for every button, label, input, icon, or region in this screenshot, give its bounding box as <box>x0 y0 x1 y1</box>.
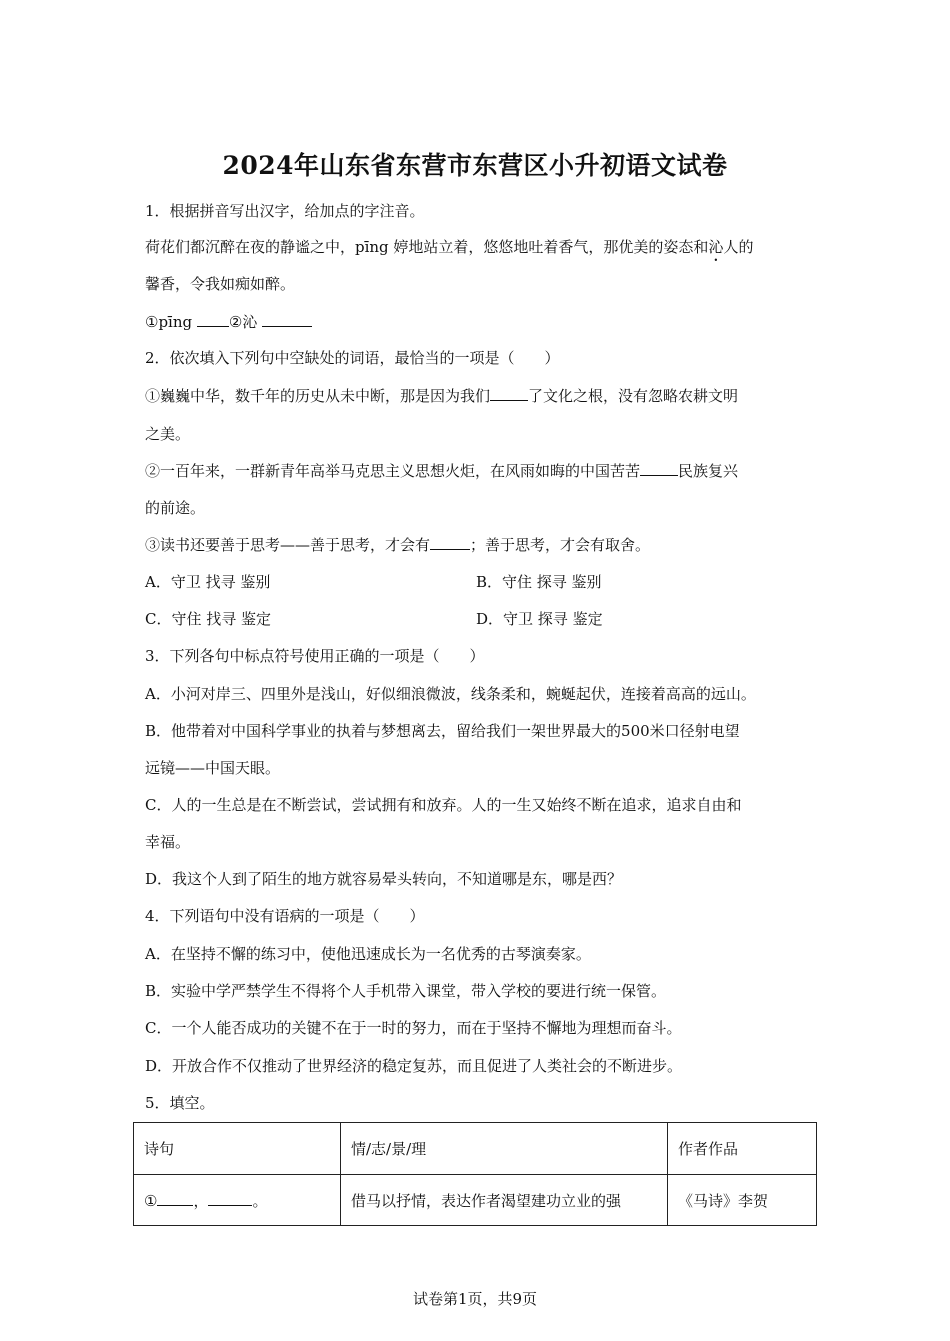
q2-option-b[interactable]: B．守住 探寻 鉴别 <box>476 573 602 591</box>
q4-option-b[interactable]: B．实验中学严禁学生不得将个人手机带入课堂，带入学校的要进行统一保管。 <box>145 982 667 1000</box>
q2-s1-text-a: ①巍巍中华，数千年的历史从未中断，那是因为我们 <box>145 387 491 405</box>
q2-s3-text-b: ；善于思考，才会有取舍。 <box>470 536 651 554</box>
q4-option-d[interactable]: D．开放合作不仅推动了世界经济的稳定复苏，而且促进了人类社会的不断进步。 <box>145 1057 683 1075</box>
table-header-poem: 诗句 <box>134 1123 341 1175</box>
table-header-author: 作者作品 <box>668 1123 817 1175</box>
q2-s1-text-b: 了文化之根，没有忽略农耕文明 <box>528 387 739 405</box>
q1-passage-line2: 馨香，令我如痴如醉。 <box>145 275 296 293</box>
q1-blank-2[interactable] <box>262 312 312 327</box>
q2-sentence1 <box>145 386 738 406</box>
q1-item2-label: ②沁 <box>228 313 263 331</box>
q1-stem: 1．根据拼音写出汉字，给加点的字注音。 <box>145 202 425 220</box>
q4-option-a[interactable]: A．在坚持不懈的练习中，使他迅速成长为一名优秀的古琴演奏家。 <box>145 945 591 963</box>
q3-option-c-cont: 幸福。 <box>145 833 191 851</box>
q2-s2-text-b: 民族复兴 <box>678 462 739 480</box>
q3-option-b-cont: 远镜——中国天眼。 <box>145 759 281 777</box>
page-footer: 试卷第1页，共9页 <box>412 1290 538 1308</box>
q2-option-c[interactable]: C．守住 找寻 鉴定 <box>145 610 272 628</box>
q3-option-a[interactable]: A．小河对岸三、四里外是浅山，好似细浪微波，线条柔和，蜿蜒起伏，连接着高高的远山。 <box>145 685 756 703</box>
q2-blank-1[interactable] <box>490 386 528 401</box>
q5-blank-1[interactable] <box>157 1191 193 1206</box>
q2-sentence1-cont: 之美。 <box>145 425 191 443</box>
q2-option-d[interactable]: D．守卫 探寻 鉴定 <box>476 610 603 628</box>
q1-blank-1[interactable] <box>197 312 229 327</box>
table-cell-poem <box>134 1175 341 1226</box>
table-header-row <box>134 1123 817 1175</box>
q1-dotted-char: 沁 <box>708 238 724 256</box>
table-row <box>134 1175 817 1226</box>
q5-stem: 5．填空。 <box>145 1094 215 1112</box>
q4-stem: 4．下列语句中没有语病的一项是（ ） <box>145 907 425 925</box>
row-number: ① <box>144 1191 158 1210</box>
q2-blank-3[interactable] <box>430 535 470 550</box>
q3-option-b[interactable]: B．他带着对中国科学事业的执着与梦想离去，留给我们一架世界最大的500米口径射电望 <box>145 722 740 740</box>
q1-passage-text-b: 人的 <box>723 238 754 256</box>
q5-blank-2[interactable] <box>208 1191 252 1206</box>
exam-title: 2024年山东省东营市东营区小升初语文试卷 <box>222 151 728 180</box>
q2-stem: 2．依次填入下列句中空缺处的词语，最恰当的一项是（ ） <box>145 349 560 367</box>
q1-passage-line1 <box>145 237 753 265</box>
q3-stem: 3．下列各句中标点符号使用正确的一项是（ ） <box>145 647 485 665</box>
q1-passage-text-a: 荷花们都沉醉在夜的静谧之中，pīng 婷地站立着，悠悠地吐着香气，那优美的姿态和 <box>145 238 709 256</box>
q2-sentence3 <box>145 535 650 555</box>
q2-blank-2[interactable] <box>640 461 678 476</box>
q2-s3-text-a: ③读书还要善于思考——善于思考，才会有 <box>145 536 431 554</box>
q2-sentence2-cont: 的前途。 <box>145 499 206 517</box>
q3-option-c[interactable]: C．人的一生总是在不断尝试，尝试拥有和放弃。人的一生又始终不断在追求，追求自由和 <box>145 796 742 814</box>
q2-sentence2 <box>145 461 738 481</box>
q3-option-d[interactable]: D．我这个人到了陌生的地方就容易晕头转向，不知道哪是东，哪是西？ <box>145 870 623 888</box>
q2-option-a[interactable]: A．守卫 找寻 鉴别 <box>145 573 271 591</box>
table-cell-author: 《马诗》李贺 <box>668 1175 817 1226</box>
q4-option-c[interactable]: C．一个人能否成功的关键不在于一时的努力，而在于坚持不懈地为理想而奋斗。 <box>145 1019 682 1037</box>
q1-answer-line <box>145 312 312 332</box>
q2-s2-text-a: ②一百年来，一群新青年高举马克思主义思想火炬，在风雨如晦的中国苦苦 <box>145 462 641 480</box>
q1-item1-label: ①pīng <box>145 313 197 331</box>
table-cell-emotion: 借马以抒情，表达作者渴望建功立业的强 <box>341 1175 668 1226</box>
poem-table <box>133 1122 817 1226</box>
row-end-mark: 。 <box>252 1191 268 1210</box>
table-header-emotion: 情/志/景/理 <box>341 1123 668 1175</box>
row-separator: ， <box>193 1191 209 1210</box>
